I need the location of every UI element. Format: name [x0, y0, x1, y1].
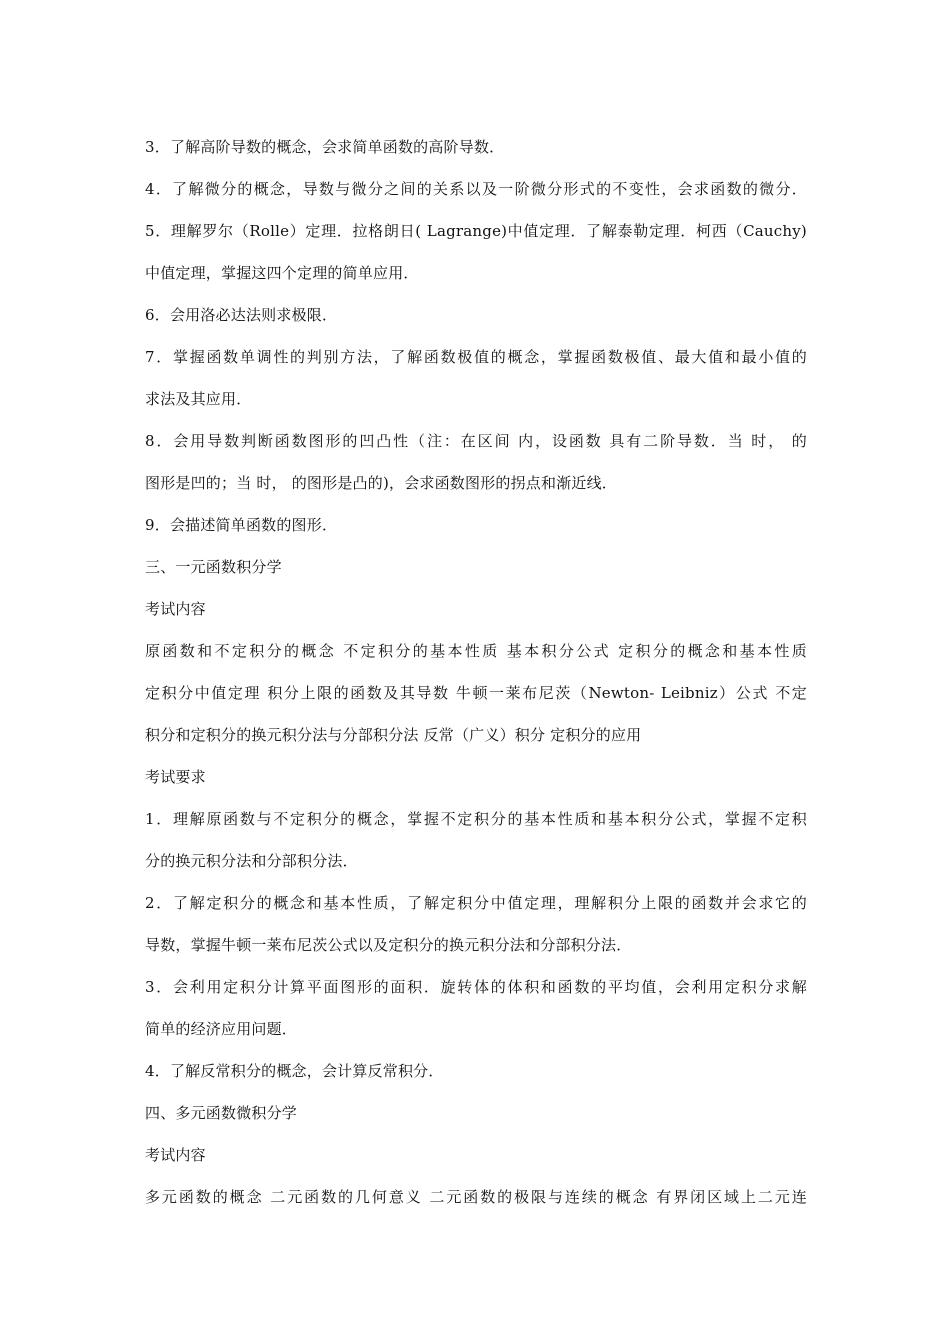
requirement-2-continuation: 导数，掌握牛顿一莱布尼茨公式以及定积分的换元积分法和分部积分法．: [145, 936, 632, 954]
requirement-2: 2．了解定积分的概念和基本性质，了解定积分中值定理，理解积分上限的函数并会求它的: [145, 894, 807, 912]
item-8-concavity: 8．会用导数判断函数图形的凹凸性（注：在区间 内，设函数 具有二阶导数．当 时， 的: [145, 432, 807, 450]
item-7-continuation: 求法及其应用．: [145, 390, 252, 408]
document-body: [145, 136, 807, 1228]
subheading-exam-requirements: 考试要求: [145, 768, 206, 786]
item-3-higher-derivatives: 3．了解高阶导数的概念，会求简单函数的高阶导数．: [145, 138, 505, 156]
subheading-exam-content: 考试内容: [145, 600, 206, 618]
item-9-graphs: 9．会描述简单函数的图形．: [145, 516, 338, 534]
item-7-monotonicity: 7．掌握函数单调性的判别方法，了解函数极值的概念，掌握函数极值、最大值和最小值的: [145, 348, 807, 366]
item-5-continuation: 中值定理，掌握这四个定理的简单应用．: [145, 264, 419, 282]
content-line-2: 定积分中值定理 积分上限的函数及其导数 牛顿一莱布尼茨（Newton- Leibniz）公式 不定: [145, 684, 807, 702]
item-4-differential: 4．了解微分的概念，导数与微分之间的关系以及一阶微分形式的不变性，会求函数的微分．: [145, 180, 807, 198]
section-heading-multivariable-calculus: 四、多元函数微积分学: [145, 1104, 298, 1122]
item-5-mean-value-theorems: 5．理解罗尔（Rolle）定理．拉格朗日( Lagrange)中值定理．了解泰勒定理．柯西（Cauchy): [145, 222, 807, 240]
content-line-1: 原函数和不定积分的概念 不定积分的基本性质 基本积分公式 定积分的概念和基本性质: [145, 642, 807, 660]
requirement-1-continuation: 分的换元积分法和分部积分法．: [145, 852, 358, 870]
item-8-continuation: 图形是凹的；当 时， 的图形是凸的)，会求函数图形的拐点和渐近线．: [145, 474, 617, 492]
requirement-4: 4．了解反常积分的概念，会计算反常积分．: [145, 1062, 444, 1080]
item-6-lhopital: 6．会用洛必达法则求极限．: [145, 306, 338, 324]
content-line-3: 积分和定积分的换元积分法与分部积分法 反常（广义）积分 定积分的应用: [145, 726, 642, 744]
requirement-3: 3．会利用定积分计算平面图形的面积．旋转体的体积和函数的平均值，会利用定积分求解: [145, 978, 807, 996]
section-heading-integral-calculus: 三、一元函数积分学: [145, 558, 282, 576]
content-line-4: 多元函数的概念 二元函数的几何意义 二元函数的极限与连续的概念 有界闭区域上二元连: [145, 1188, 807, 1206]
subheading-exam-content-2: 考试内容: [145, 1146, 206, 1164]
requirement-1: 1．理解原函数与不定积分的概念，掌握不定积分的基本性质和基本积分公式，掌握不定积: [145, 810, 807, 828]
requirement-3-continuation: 简单的经济应用问题．: [145, 1020, 298, 1038]
